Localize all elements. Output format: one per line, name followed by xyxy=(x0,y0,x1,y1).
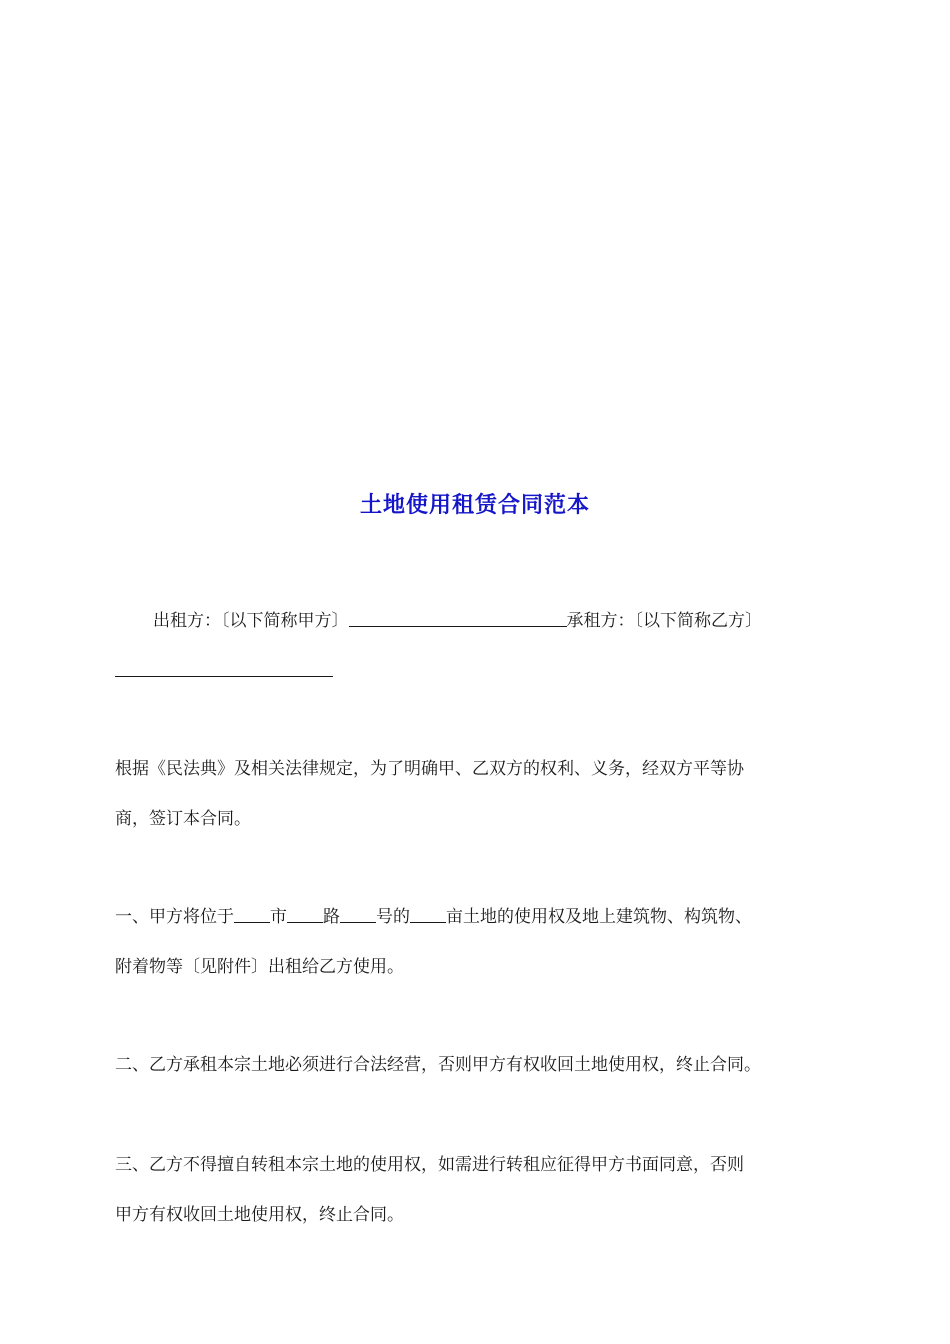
basis-line-1: 根据《民法典》及相关法律规定，为了明确甲、乙双方的权利、义务，经双方平等协 xyxy=(115,759,744,779)
clause-1-line-2: 附着物等〔见附件〕出租给乙方使用。 xyxy=(115,957,404,977)
clause-2-paragraph xyxy=(115,1040,840,1090)
city-blank xyxy=(234,892,270,923)
clause-2-line-1: 二、乙方承租本宗土地必须进行合法经营，否则甲方有权收回土地使用权，终止合同。 xyxy=(115,1055,761,1075)
clause-1-part-2: 市 xyxy=(270,907,287,927)
clause-1-part-5: 亩土地的使用权及地上建筑物、构筑物、 xyxy=(446,907,752,927)
clause-3-line-1: 三、乙方不得擅自转租本宗土地的使用权，如需进行转租应征得甲方书面同意，否则 xyxy=(115,1155,744,1175)
clause-1-part-1: 一、甲方将位于 xyxy=(115,907,234,927)
number-blank xyxy=(340,892,376,923)
basis-paragraph xyxy=(115,744,840,844)
clause-3-line-2: 甲方有权收回土地使用权，终止合同。 xyxy=(115,1205,404,1225)
clause-1-paragraph xyxy=(115,892,840,992)
lessor-label: 出租方：〔以下简称甲方〕 xyxy=(153,611,349,631)
clause-1-part-4: 号的 xyxy=(376,907,410,927)
document-title: 土地使用租赁合同范本 xyxy=(359,493,590,518)
road-blank xyxy=(287,892,323,923)
area-blank xyxy=(410,892,446,923)
clause-1-part-3: 路 xyxy=(323,907,340,927)
lessor-blank xyxy=(349,596,567,627)
lessee-label: 承租方：〔以下简称乙方〕 xyxy=(566,611,762,631)
clause-3-paragraph xyxy=(115,1140,840,1240)
basis-line-2: 商，签订本合同。 xyxy=(115,809,251,829)
parties-paragraph xyxy=(115,596,840,677)
lessee-blank xyxy=(115,646,333,677)
